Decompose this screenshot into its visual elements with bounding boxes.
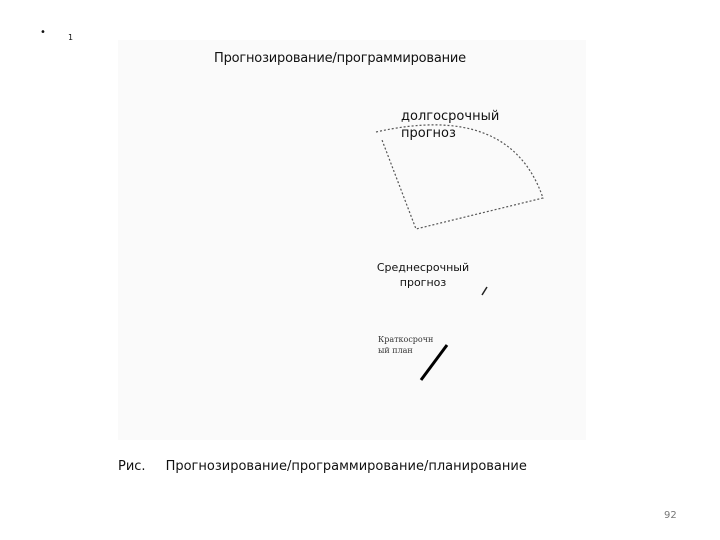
bullet-number: 1 [68, 33, 74, 42]
bullet-marker: • [40, 27, 46, 38]
short-term-plan-label: Краткосрочн ый план [378, 335, 434, 355]
mid-term-marker [482, 287, 487, 295]
mid-term-forecast-label: Среднесрочный прогноз [376, 261, 470, 289]
figure-caption [118, 459, 527, 474]
caption-text: Прогнозирование/программирование/планирование [165, 459, 527, 474]
diagram-title: Прогнозирование/программирование [214, 51, 466, 66]
page-number: 92 [664, 510, 677, 521]
long-term-forecast-label: долгосрочный прогноз [401, 109, 500, 141]
caption-prefix: Рис. [118, 459, 146, 474]
